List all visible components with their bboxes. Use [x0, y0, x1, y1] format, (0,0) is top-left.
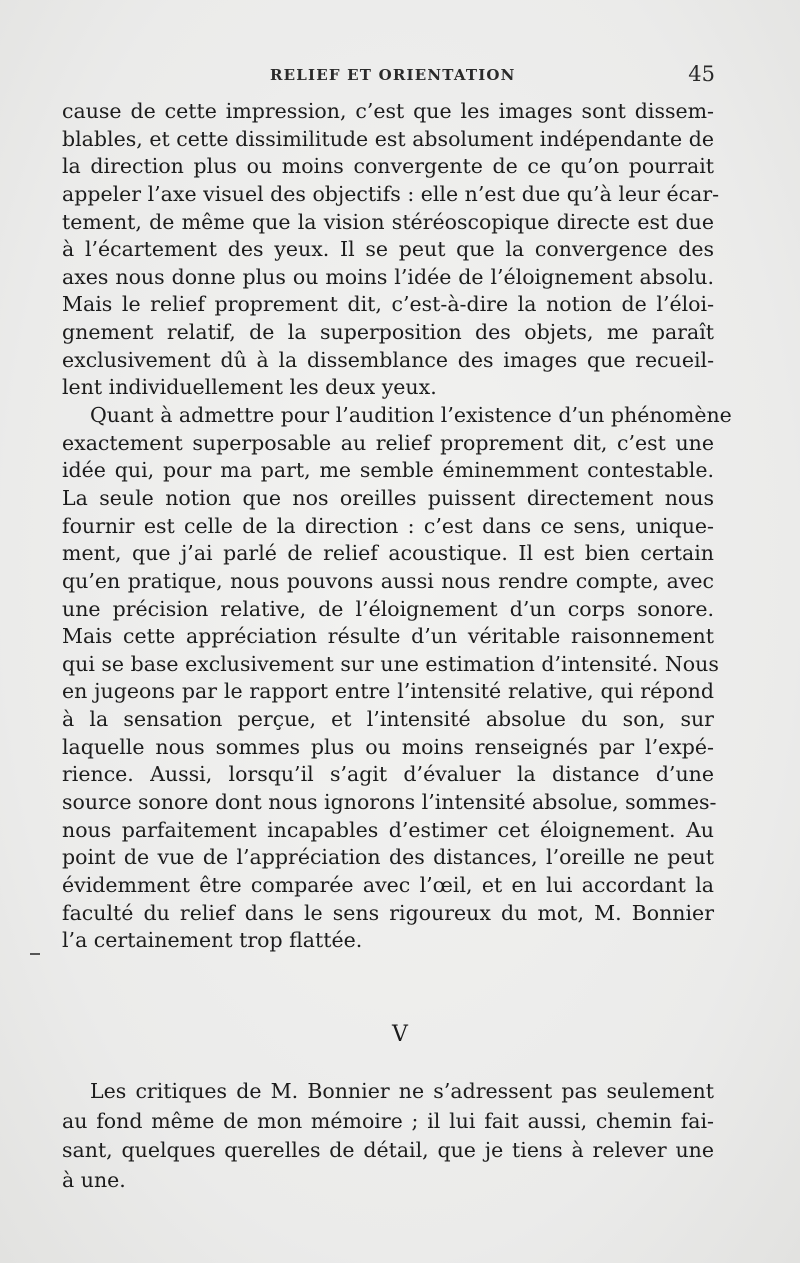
text-line: Quant à admettre pour l’audition l’existence d’un phénomène [90, 403, 732, 428]
text-line: faculté du relief dans le sens rigoureux du mot, M. Bonnier [62, 900, 714, 925]
text-line: tement, de même que la vision stéréoscopique directe est due [62, 209, 714, 234]
text-line: qui se base exclusivement sur une estimation d’intensité. Nous [62, 651, 719, 676]
text-line: laquelle nous sommes plus ou moins renseignés par l’expé- [62, 734, 714, 759]
text-line: ment, que j’ai parlé de relief acoustique. Il est bien certain [62, 541, 714, 566]
text-line: au fond même de mon mémoire ; il lui fait aussi, chemin fai- [62, 1108, 714, 1133]
text-line: gnement relatif, de la superposition des objets, me paraît [62, 320, 714, 345]
text-line: qu’en pratique, nous pouvons aussi nous rendre compte, avec [62, 568, 714, 593]
running-head [60, 62, 715, 92]
section-heading: V [392, 1022, 408, 1047]
text-line: Mais le relief proprement dit, c’est-à-dire la notion de l’éloi- [62, 292, 714, 317]
text-line: cause de cette impression, c’est que les images sont dissem- [62, 99, 714, 123]
text-line: à l’écartement des yeux. Il se peut que la convergence des [62, 237, 714, 262]
text-line: La seule notion que nos oreilles puissent directement nous [62, 485, 714, 510]
text-line: Mais cette appréciation résulte d’un véritable raisonnement [62, 624, 714, 649]
text-line: exclusivement dû à la dissemblance des images que recueil- [62, 347, 714, 372]
text-line: source sonore dont nous ignorons l’intensité absolue, sommes- [62, 790, 717, 815]
text-line: point de vue de l’appréciation des distances, l’oreille ne peut [62, 845, 714, 870]
text-line: une précision relative, de l’éloignement d’un corps sonore. [62, 596, 714, 621]
text-line: appeler l’axe visuel des objectifs : elle n’est due qu’à leur écar- [62, 181, 720, 206]
text-line: lent individuellement les deux yeux. [62, 375, 437, 400]
text-line: axes nous donne plus ou moins l’idée de l’éloignement absolu. [62, 264, 714, 289]
text-line: l’a certainement trop flattée. [62, 928, 363, 953]
margin-mark [30, 953, 40, 955]
section-body-text [62, 1077, 714, 1195]
text-line: en jugeons par le rapport entre l’intensité relative, qui répond [62, 679, 714, 704]
text-line: blables, et cette dissimilitude est absolument indépendante de [62, 126, 714, 151]
text-line: idée qui, pour ma part, me semble éminemment contestable. [62, 458, 714, 483]
text-line: nous parfaitement incapables d’estimer cet éloignement. Au [62, 817, 714, 842]
text-line: évidemment être comparée avec l’œil, et en lui accordant la [62, 872, 714, 897]
text-line: rience. Aussi, lorsqu’il s’agit d’évaluer la distance d’une [62, 762, 714, 787]
page-number: 45 [688, 62, 715, 86]
text-line: à une. [62, 1167, 126, 1192]
text-line: fournir est celle de la direction : c’est dans ce sens, unique- [62, 513, 714, 538]
text-line: à la sensation perçue, et l’intensité absolue du son, sur [62, 707, 714, 732]
body-text [62, 98, 732, 955]
text-line: exactement superposable au relief proprement dit, c’est une [62, 430, 714, 455]
text-line: la direction plus ou moins convergente de ce qu’on pourrait [62, 154, 714, 179]
running-title: RELIEF ET ORIENTATION [270, 66, 516, 84]
text-line: sant, quelques querelles de détail, que je tiens à relever une [62, 1138, 714, 1162]
text-line: Les critiques de M. Bonnier ne s’adressent pas seulement [90, 1079, 714, 1103]
